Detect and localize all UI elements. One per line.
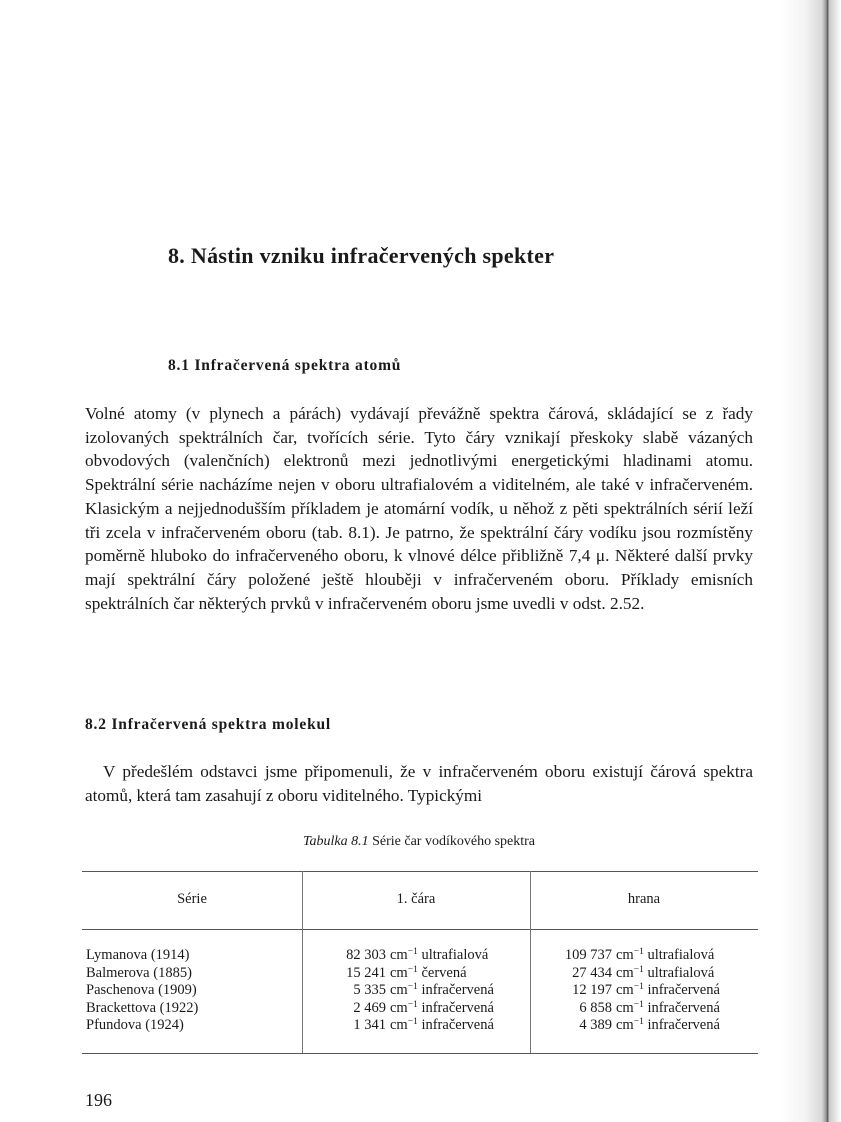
table-row [82, 1000, 758, 1018]
edge-region: ultrafialová [647, 964, 715, 981]
section-heading-8-2: 8.2 Infračervená spektra molekul [85, 716, 332, 733]
table-caption [85, 834, 753, 850]
edge-unit-region: $cm^{-1}$ infračervená [616, 982, 720, 998]
table-row [82, 982, 758, 1000]
chapter-title: 8. Nástin vzniku infračervených spekter [168, 243, 555, 268]
first-line-value: 5 335 [353, 982, 386, 998]
first-line-region: ultrafialová [421, 947, 489, 963]
edge-region: infračervená [647, 982, 720, 998]
edge-region: ultrafialová [647, 947, 715, 963]
first-line-region: infračervená [421, 1017, 494, 1033]
edge-unit-region: $cm^{-1}$ infračervená [616, 1017, 720, 1033]
section-8-1-paragraph: Volné atomy (v plynech a párách) vydávají převážně spektra čárová, skládající se z řady izolovaných spektrálních čar, tvořících série. Tyto čáry vznikají přeskoky slabě vázaných obvodových (valenčních) elektronů mezi jednotlivými energetickými hladinami atomu. Spektrální série nacházíme nejen v oboru ultrafialovém a viditelném, ale také v infračerveném. Klasickým a nejjednodušším příkladem je atomární vodík, u něhož z pěti spektrálních sérií leží tři zcela v infračerveném oboru (tab. 8.1). Je patrno, že spektrální čáry vodíku jsou rozmístěny poměrně hluboko do infračerveného oboru, k vlnové délce přibližně 7,4 μ. Některé další prvky mají spektrální čáry položené ještě hlouběji v infračerveném oboru. Příklady emisních spektrálních čar některých prvků v infračerveném oboru jsme uvedli v odst. 2.52. [85, 404, 753, 613]
table-body [82, 947, 758, 1035]
first-line-value: 2 469 [353, 999, 386, 1016]
table-row [82, 965, 758, 983]
edge-region: infračervená [647, 1017, 720, 1033]
first-line-region: infračervená [421, 982, 494, 998]
table-top-rule [82, 871, 758, 872]
edge-value: 6 858 [579, 999, 612, 1016]
series-name: Balmerova (1885) [86, 964, 192, 981]
first-line-unit-region: $cm^{-1}$ infračervená [390, 1017, 494, 1033]
column-header-edge: hrana [627, 891, 661, 907]
series-name: Brackettova (1922) [86, 999, 199, 1016]
section-heading-8-1: 8.1 Infračervená spektra atomů [168, 357, 402, 374]
section-8-2-paragraph: V předešlém odstavci jsme připomenuli, že v infračerveném oboru existují čárová spektra atomů, která tam zasahují z oboru viditelného. Typickými [85, 762, 753, 805]
table-row [82, 1017, 758, 1035]
first-line-unit-region: $cm^{-1}$ ultrafialová [390, 947, 489, 963]
series-name: Paschenova (1909) [86, 982, 197, 998]
table-caption-text: Série čar vodíkového spektra [372, 834, 535, 849]
edge-unit-region: $cm^{-1}$ ultrafialová [616, 947, 715, 963]
edge-value: 4 389 [579, 1017, 612, 1033]
first-line-value: 15 241 [346, 964, 386, 981]
edge-value: 12 197 [572, 982, 612, 998]
edge-value: 27 434 [572, 964, 612, 981]
first-line-region: červená [421, 964, 467, 981]
edge-region: infračervená [647, 999, 720, 1016]
series-name: Pfundova (1924) [86, 1017, 184, 1033]
column-header-series: Série [177, 891, 207, 907]
first-line-unit-region: $cm^{-1}$ červená [390, 964, 467, 981]
table-row [82, 947, 758, 965]
edge-unit-region: $cm^{-1}$ ultrafialová [616, 964, 715, 981]
edge-unit-region: $cm^{-1}$ infračervená [616, 999, 720, 1016]
first-line-unit-region: $cm^{-1}$ infračervená [390, 982, 494, 998]
table-caption-label: Tabulka 8.1 [303, 834, 369, 849]
page-number: 196 [85, 1090, 112, 1110]
first-line-unit-region: $cm^{-1}$ infračervená [390, 999, 494, 1016]
table-header-rule [82, 929, 758, 930]
first-line-value: 82 303 [346, 947, 386, 963]
series-name: Lymanova (1914) [86, 947, 190, 963]
table-bottom-rule [82, 1053, 758, 1054]
edge-value: 109 737 [564, 947, 612, 963]
first-line-value: 1 341 [353, 1017, 386, 1033]
column-header-first-line: 1. čára [396, 891, 436, 907]
first-line-region: infračervená [421, 999, 494, 1016]
book-spine-shadow [781, 0, 841, 1122]
